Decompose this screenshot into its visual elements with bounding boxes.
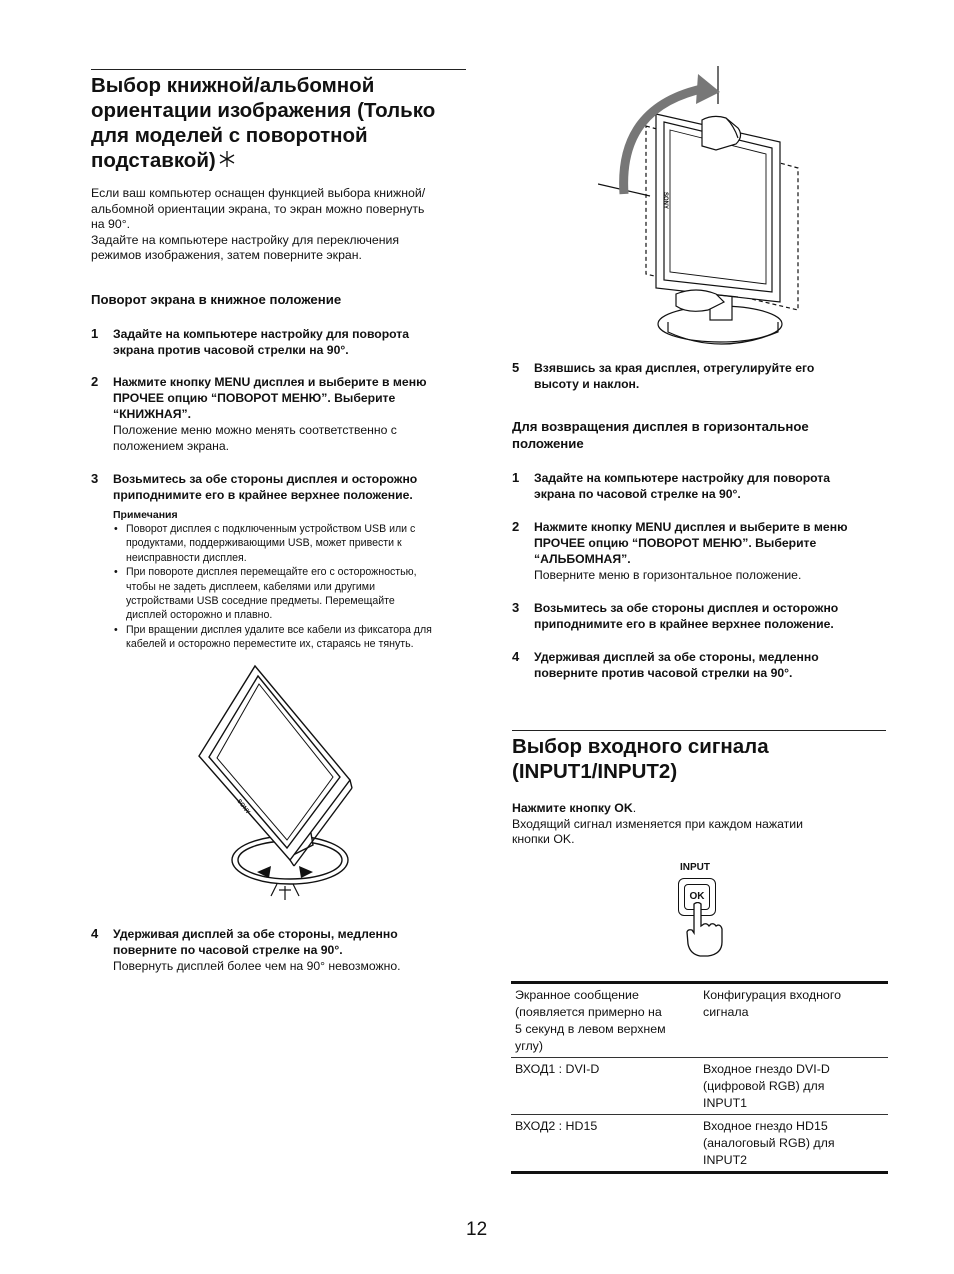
press-ok-text: Нажмите кнопку OK. Входящий сигнал изменяется при каждом нажатии кнопки OK. <box>512 801 804 847</box>
step-3-left: 3 Возьмитесь за обе стороны дисплея и осторожно приподнимите его в крайнее верхнее положение. <box>91 471 418 502</box>
note-item: • Поворот дисплея с подключенным устройством USB или с продуктами, поддерживающими USB, может привести к неисправности дисплея. <box>113 522 473 565</box>
table-header-row: Экранное сообщение (появляется примерно на 5 секунд в левом верхнем углу) Конфигурация входного сигнала <box>511 984 888 1058</box>
step-3-right: 3 Возьмитесь за обе стороны дисплея и осторожно приподнимите его в крайнее верхнее положение. <box>512 600 839 631</box>
signal-table-wrap <box>511 981 888 1174</box>
brand-label-right: SONY <box>662 192 668 210</box>
input-button-illustration <box>670 862 730 962</box>
table-row: ВХОД1 : DVI-D Входное гнездо DVI-D (цифровой RGB) для INPUT1 <box>511 1058 888 1115</box>
notes-block: Примечания • Поворот дисплея с подключенным устройством USB или с продуктами, поддерживающими USB, может привести к неисправности дисплея. • При повороте дисплея перемещайте его с осторожностью, чтобы не задеть дисплеем, кабелями или другими устройствами USB соседние предметы. Перемещайте дисплей осторожно и плавно. • При вращении дисплея удалите все кабели из фиксатора для кабелей и осторожно переместите их, стараясь не тянуть. <box>113 509 473 652</box>
brand-label: SONY <box>235 798 251 816</box>
note-item: • При вращении дисплея удалите все кабели из фиксатора для кабелей и осторожно переместите их, стараясь не тянуть. <box>113 623 473 652</box>
pointing-hand-icon <box>684 902 724 958</box>
step-2-left: 2 Нажмите кнопку MENU дисплея и выберите в меню ПРОЧЕЕ опцию “ПОВОРОТ МЕНЮ”. Выберите “КНИЖНАЯ”. Положение меню можно менять соответственно с положением экрана. <box>91 374 427 453</box>
orientation-heading: Выбор книжной/альбомной ориентации изображения (Только для моделей с поворотной подставкой) <box>91 74 436 172</box>
ok-button[interactable]: OK <box>684 884 710 910</box>
portrait-subheading: Поворот экрана в книжное положение <box>91 292 342 307</box>
left-heading-rule <box>91 69 466 70</box>
monitor-lift-illustration <box>598 66 808 356</box>
signal-table <box>511 984 888 1171</box>
landscape-subheading: Для возвращения дисплея в горизонтальное положение <box>512 419 809 451</box>
step-1-left: 1 Задайте на компьютере настройку для поворота экрана против часовой стрелки на 90°. <box>91 326 410 357</box>
note-item: • При повороте дисплея перемещайте его с осторожностью, чтобы не задеть дисплеем, кабелями или другими устройствами USB соседние предметы. Перемещайте дисплей осторожно и плавно. <box>113 565 473 623</box>
step-4-left: 4 Удерживая дисплей за обе стороны, медленно поверните по часовой стрелке на 90°. Повернуть дисплей более чем на 90° невозможно. <box>91 926 401 973</box>
step-1-right: 1 Задайте на компьютере настройку для поворота экрана по часовой стрелке на 90°. <box>512 470 831 501</box>
page-number: 12 <box>466 1219 488 1240</box>
left-heading <box>91 73 471 173</box>
step-4-right: 4 Удерживая дисплей за обе стороны, медленно поверните против часовой стрелки на 90°. <box>512 649 819 680</box>
asterisk-icon <box>217 149 237 169</box>
step-2-right: 2 Нажмите кнопку MENU дисплея и выберите в меню ПРОЧЕЕ опцию “ПОВОРОТ МЕНЮ”. Выберите “АЛЬБОМНАЯ”. Поверните меню в горизонтальное положение. <box>512 519 848 582</box>
intro-text: Если ваш компьютер оснащен функцией выбора книжной/ альбомной ориентации экрана, то экран можно повернуть на 90°. Задайте на компьютере настройку для переключения режимов изображения, затем поверните экран. <box>91 186 426 263</box>
monitor-rotate-illustration <box>195 660 365 920</box>
step-5-right: 5 Взявшись за края дисплея, отрегулируйте его высоту и наклон. <box>512 360 815 391</box>
right-heading-rule <box>512 730 886 731</box>
input-label: INPUT <box>680 862 710 873</box>
input-heading: Выбор входного сигнала (INPUT1/INPUT2) <box>512 735 769 783</box>
table-row: ВХОД2 : HD15 Входное гнездо HD15 (аналоговый RGB) для INPUT2 <box>515 1119 835 1167</box>
